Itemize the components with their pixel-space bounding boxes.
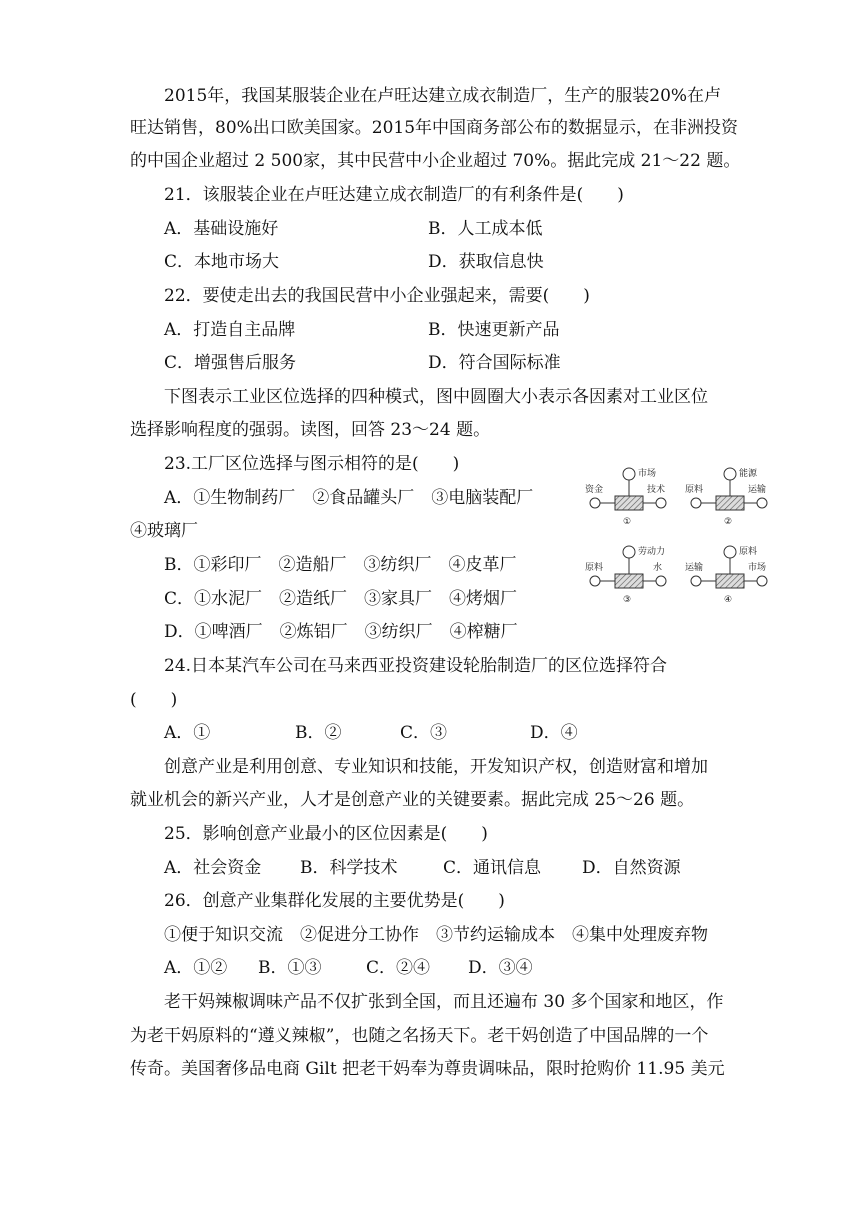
d4-number: ④ (724, 595, 733, 605)
intro1-line3: 的中国企业超过 2 500家，其中民营中小企业超过 70%。据此完成 21～22 题。 (130, 151, 741, 171)
d2-number: ② (724, 517, 733, 527)
intro2-line1: 下图表示工业区位选择的四种模式，图中圆圈大小表示各因素对工业区位 (164, 387, 708, 407)
q21-stem: 21．该服装企业在卢旺达建立成衣制造厂的有利条件是( ) (164, 185, 624, 205)
intro4-line2: 为老干妈原料的“遵义辣椒”，也随之名扬天下。老干妈创造了中国品牌的一个 (130, 1026, 709, 1046)
q23-option-c[interactable]: C．①水泥厂 ②造纸厂 ③家具厂 ④烤烟厂 (164, 589, 518, 609)
d3-top-label: 劳动力 (638, 547, 666, 557)
q21-option-a[interactable]: A．基础设施好 (164, 219, 279, 239)
intro1-line2: 旺达销售，80%出口欧美国家。2015年中国商务部公布的数据显示，在非洲投资 (130, 118, 739, 138)
industrial-location-diagram (585, 462, 785, 622)
q26-option-b[interactable]: B．①③ (258, 958, 322, 978)
q26-items: ①便于知识交流 ②促进分工协作 ③节约运输成本 ④集中处理废弃物 (164, 925, 708, 945)
q24-option-a[interactable]: A．① (164, 723, 211, 743)
diagram-pattern-1 (585, 467, 666, 527)
d4-top-label: 原料 (739, 547, 758, 557)
q22-option-b[interactable]: B．快速更新产品 (428, 320, 560, 340)
q26-option-d[interactable]: D．③④ (468, 958, 533, 978)
intro4-line3: 传奇。美国奢侈品电商 Gilt 把老干妈奉为尊贵调味品，限时抢购价 11.95 美元 (130, 1059, 725, 1079)
d4-right-label: 市场 (748, 563, 767, 573)
d3-number: ③ (623, 595, 632, 605)
q26-option-c[interactable]: C．②④ (366, 958, 431, 978)
d1-left-label: 资金 (585, 485, 604, 495)
q22-option-d[interactable]: D．符合国际标准 (428, 353, 561, 373)
q25-option-d[interactable]: D．自然资源 (582, 858, 681, 878)
q22-option-a[interactable]: A．打造自主品牌 (164, 320, 296, 340)
q22-option-c[interactable]: C．增强售后服务 (164, 353, 297, 373)
q21-option-b[interactable]: B．人工成本低 (428, 219, 543, 239)
intro3-line2: 就业机会的新兴产业，人才是创意产业的关键要素。据此完成 25～26 题。 (130, 790, 695, 810)
d2-top-label: 能源 (739, 469, 758, 479)
q23-option-a-cont: ④玻璃厂 (130, 521, 198, 541)
q22-stem: 22．要使走出去的我国民营中小企业强起来，需要( ) (164, 286, 590, 306)
q23-option-b[interactable]: B．①彩印厂 ②造船厂 ③纺织厂 ④皮革厂 (164, 555, 517, 575)
q25-option-c[interactable]: C．通讯信息 (443, 858, 542, 878)
q26-option-a[interactable]: A．①② (164, 958, 228, 978)
d1-right-label: 技术 (647, 485, 666, 495)
d3-left-label: 原料 (585, 563, 604, 573)
q24-stem: 24.日本某汽车公司在马来西亚投资建设轮胎制造厂的区位选择符合 (164, 656, 668, 676)
d2-left-label: 原料 (685, 485, 704, 495)
q23-option-a[interactable]: A．①生物制药厂 ②食品罐头厂 ③电脑装配厂 (164, 488, 534, 508)
q24-option-d[interactable]: D．④ (530, 723, 578, 743)
intro3-line1: 创意产业是利用创意、专业知识和技能，开发知识产权，创造财富和增加 (164, 757, 708, 777)
d1-number: ① (623, 517, 632, 527)
q23-option-d[interactable]: D．①啤酒厂 ②炼铝厂 ③纺织厂 ④榨糖厂 (164, 622, 518, 642)
q24-option-c[interactable]: C．③ (400, 723, 448, 743)
q21-option-c[interactable]: C．本地市场大 (164, 252, 280, 272)
d2-right-label: 运输 (748, 485, 767, 495)
q21-option-d[interactable]: D．获取信息快 (428, 252, 544, 272)
diagram-pattern-4 (685, 545, 767, 605)
q24-stem-cont: ( ) (130, 690, 178, 710)
q25-option-b[interactable]: B．科学技术 (300, 858, 398, 878)
diagram-pattern-3 (585, 545, 666, 605)
d3-right-label: 水 (653, 563, 663, 573)
diagram-pattern-2 (685, 467, 767, 527)
q23-stem: 23.工厂区位选择与图示相符的是( ) (164, 454, 460, 474)
q24-option-b[interactable]: B．② (295, 723, 342, 743)
d1-top-label: 市场 (638, 469, 657, 479)
d4-left-label: 运输 (685, 563, 704, 573)
intro1-line1: 2015年，我国某服装企业在卢旺达建立成衣制造厂，生产的服装20%在卢 (164, 86, 722, 106)
intro2-line2: 选择影响程度的强弱。读图，回答 23～24 题。 (130, 420, 491, 440)
q26-stem: 26．创意产业集群化发展的主要优势是( ) (164, 891, 505, 911)
q25-stem: 25．影响创意产业最小的区位因素是( ) (164, 824, 488, 844)
q25-option-a[interactable]: A．社会资金 (164, 858, 262, 878)
intro4-line1: 老干妈辣椒调味产品不仅扩张到全国，而且还遍布 30 多个国家和地区，作 (164, 992, 724, 1012)
